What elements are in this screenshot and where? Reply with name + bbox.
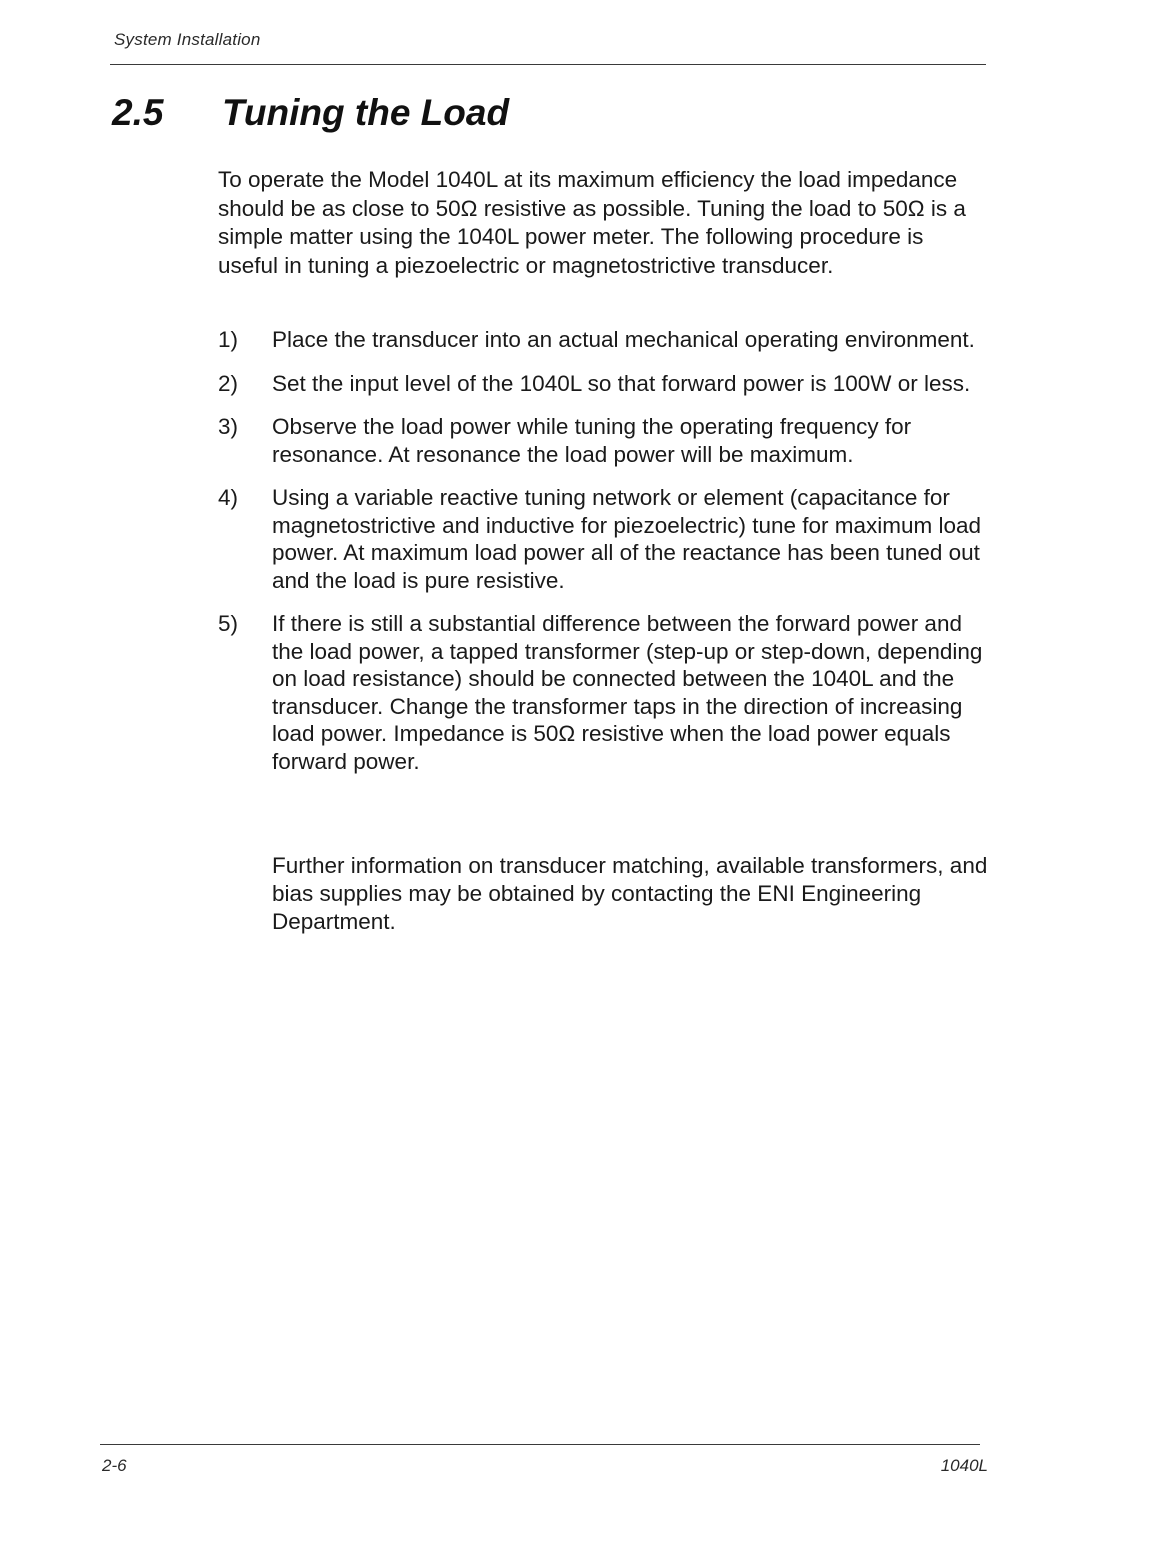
step-item [218, 610, 988, 775]
footer-rule [100, 1444, 980, 1445]
intro-paragraph: To operate the Model 1040L at its maximum efficiency the load impedance should be as close to 50Ω resistive as possible. Tuning the load to 50Ω is a simple matter using the 1040L power meter. The following procedure is useful in tuning a piezoelectric or magnetostrictive transducer. [218, 167, 966, 278]
step-item [218, 370, 988, 398]
step-text: Observe the load power while tuning the operating frequency for resonance. At resonance the load power will be maximum. [272, 414, 912, 467]
section-title: Tuning the Load [222, 92, 510, 133]
step-item [218, 326, 988, 354]
step-number: 1) [218, 327, 239, 352]
step-text: Set the input level of the 1040L so that forward power is 100W or less. [272, 370, 971, 396]
step-item [218, 484, 988, 594]
step-text: Place the transducer into an actual mechanical operating environment. [272, 327, 975, 352]
further-info-paragraph: Further information on transducer matching, available transformers, and bias supplies may be obtained by contacting the ENI Engineering Department. [272, 853, 988, 934]
step-number: 3) [218, 414, 239, 439]
step-item [218, 413, 988, 468]
section-number: 2.5 [112, 92, 164, 133]
step-text: Using a variable reactive tuning network or element (capacitance for magnetostrictive and inductive for piezoelectric) tune for maximum load power. At maximum load power all of the reactance has been tuned out and the load is pure resistive. [272, 485, 982, 593]
footer-model: 1040L [940, 1456, 988, 1475]
page-number: 2-6 [102, 1456, 127, 1475]
step-number: 4) [218, 485, 239, 510]
header-rule [110, 64, 986, 65]
step-text: If there is still a substantial difference between the forward power and the load power, a tapped transformer (step-up or step-down, depending on load resistance) should be connected between the 1040L and the transducer. Change the transformer taps in the direction of increasing load power. Impedance is 50Ω resistive when the load power equals forward power. [272, 611, 983, 774]
step-number: 2) [218, 370, 239, 396]
procedure-steps [218, 326, 988, 791]
step-number: 5) [218, 611, 239, 636]
running-header: System Installation [114, 30, 261, 49]
